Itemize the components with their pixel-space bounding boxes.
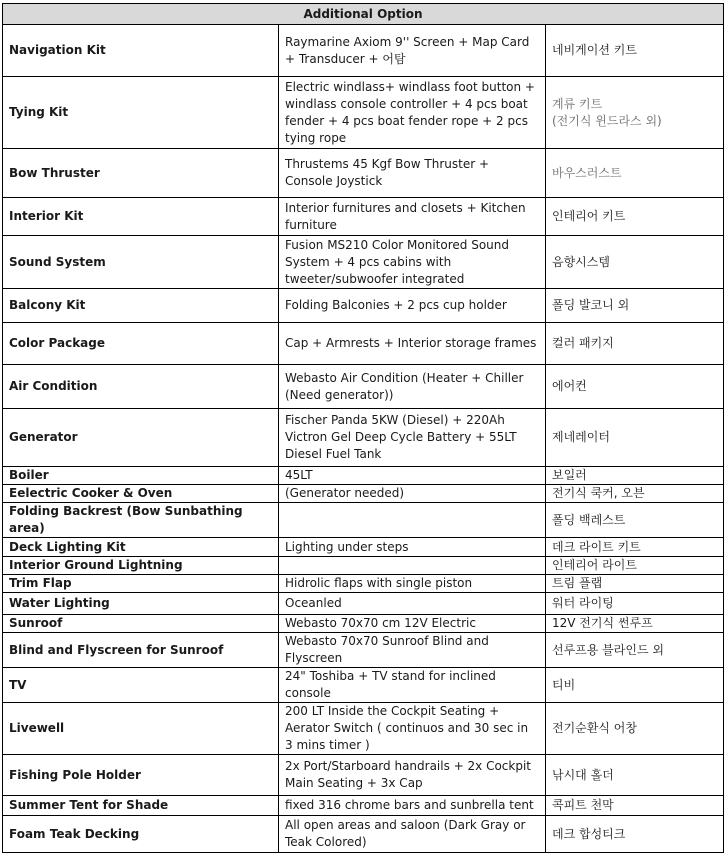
option-name: Sound System <box>3 236 279 289</box>
option-description: Oceanled <box>279 593 546 615</box>
option-name: Generator <box>3 409 279 467</box>
option-name: Livewell <box>3 703 279 755</box>
option-name: TV <box>3 668 279 703</box>
option-description: Thrustems 45 Kgf Bow Thruster + Console Joystick <box>279 149 546 198</box>
table-body <box>3 25 724 853</box>
table-row <box>3 816 724 853</box>
option-korean-name: 콕피트 천막 <box>546 796 724 816</box>
option-name: Summer Tent for Shade <box>3 796 279 816</box>
table-row <box>3 796 724 816</box>
option-name: Air Condition <box>3 365 279 409</box>
table-row <box>3 409 724 467</box>
table-row <box>3 289 724 323</box>
option-name: Tying Kit <box>3 77 279 149</box>
table-row <box>3 593 724 615</box>
option-korean-name: 폴딩 발코니 외 <box>546 289 724 323</box>
table-row <box>3 198 724 236</box>
table-row <box>3 615 724 633</box>
table-row <box>3 323 724 365</box>
option-description: Hidrolic flaps with single piston <box>279 575 546 593</box>
option-description: 200 LT Inside the Cockpit Seating + Aerator Switch ( continuos and 30 sec in 3 mins timer ) <box>279 703 546 755</box>
table-title: Additional Option <box>3 4 724 25</box>
option-description: Webasto Air Condition (Heater + Chiller (Need generator)) <box>279 365 546 409</box>
option-korean-name: 데크 합성티크 <box>546 816 724 853</box>
option-name: Deck Lighting Kit <box>3 538 279 557</box>
table-row <box>3 236 724 289</box>
option-description: fixed 316 chrome bars and sunbrella tent <box>279 796 546 816</box>
option-korean-name: 낚시대 홀더 <box>546 755 724 796</box>
option-description: Raymarine Axiom 9'' Screen + Map Card + Transducer + 어탐 <box>279 25 546 77</box>
option-name: Trim Flap <box>3 575 279 593</box>
option-description: 24" Toshiba + TV stand for inclined console <box>279 668 546 703</box>
option-korean-name: 컬러 패키지 <box>546 323 724 365</box>
option-name: Navigation Kit <box>3 25 279 77</box>
table-row <box>3 485 724 503</box>
option-description: Webasto 70x70 Sunroof Blind and Flyscreen <box>279 633 546 668</box>
table-row <box>3 149 724 198</box>
table-row <box>3 503 724 538</box>
table-row <box>3 467 724 485</box>
option-description: Electric windlass+ windlass foot button + windlass console controller + 4 pcs boat fender + 4 pcs boat fender rope + 2 pcs tying rope <box>279 77 546 149</box>
option-description: Cap + Armrests + Interior storage frames <box>279 323 546 365</box>
option-korean-name: 인테리어 키트 <box>546 198 724 236</box>
option-description <box>279 557 546 575</box>
option-description: All open areas and saloon (Dark Gray or Teak Colored) <box>279 816 546 853</box>
option-korean-name: 음향시스템 <box>546 236 724 289</box>
option-korean-name: 데크 라이트 키트 <box>546 538 724 557</box>
option-korean-name: 티비 <box>546 668 724 703</box>
option-description: 2x Port/Starboard handrails + 2x Cockpit Main Seating + 3x Cap <box>279 755 546 796</box>
option-description: Fischer Panda 5KW (Diesel) + 220Ah Victron Gel Deep Cycle Battery + 55LT Diesel Fuel Tank <box>279 409 546 467</box>
option-korean-name: 워터 라이팅 <box>546 593 724 615</box>
option-name: Balcony Kit <box>3 289 279 323</box>
table-row <box>3 575 724 593</box>
option-name: Water Lighting <box>3 593 279 615</box>
option-korean-name: 에어컨 <box>546 365 724 409</box>
additional-option-table <box>2 3 724 853</box>
option-name: Color Package <box>3 323 279 365</box>
table-row <box>3 668 724 703</box>
option-name: Boiler <box>3 467 279 485</box>
table-row <box>3 365 724 409</box>
option-korean-name: 계류 키트 (전기식 윈드라스 외) <box>546 77 724 149</box>
table-row <box>3 25 724 77</box>
option-name: Eelectric Cooker & Oven <box>3 485 279 503</box>
table-row <box>3 633 724 668</box>
option-korean-name: 바우스러스트 <box>546 149 724 198</box>
option-korean-name: 전기순환식 어창 <box>546 703 724 755</box>
option-name: Sunroof <box>3 615 279 633</box>
option-name: Interior Kit <box>3 198 279 236</box>
option-description: Interior furnitures and closets + Kitchen furniture <box>279 198 546 236</box>
table-row <box>3 77 724 149</box>
table-header-row <box>3 4 724 25</box>
option-korean-name: 전기식 쿡커, 오븐 <box>546 485 724 503</box>
option-description: Fusion MS210 Color Monitored Sound System + 4 pcs cabins with tweeter/subwoofer integrated <box>279 236 546 289</box>
table-row <box>3 557 724 575</box>
option-name: Blind and Flyscreen for Sunroof <box>3 633 279 668</box>
option-description: 45LT <box>279 467 546 485</box>
option-korean-name: 네비게이션 키트 <box>546 25 724 77</box>
option-korean-name: 제네레이터 <box>546 409 724 467</box>
option-description: (Generator needed) <box>279 485 546 503</box>
option-korean-name: 폴딩 백레스트 <box>546 503 724 538</box>
option-korean-name: 트림 플랩 <box>546 575 724 593</box>
option-description: Webasto 70x70 cm 12V Electric <box>279 615 546 633</box>
table-row <box>3 703 724 755</box>
option-name: Folding Backrest (Bow Sunbathing area) <box>3 503 279 538</box>
option-name: Foam Teak Decking <box>3 816 279 853</box>
option-korean-name: 선루프용 블라인드 외 <box>546 633 724 668</box>
option-name: Fishing Pole Holder <box>3 755 279 796</box>
option-korean-name: 인테리어 라이트 <box>546 557 724 575</box>
option-description <box>279 503 546 538</box>
option-korean-name: 12V 전기식 썬루프 <box>546 615 724 633</box>
option-name: Bow Thruster <box>3 149 279 198</box>
option-description: Lighting under steps <box>279 538 546 557</box>
table-row <box>3 755 724 796</box>
table-row <box>3 538 724 557</box>
option-name: Interior Ground Lightning <box>3 557 279 575</box>
option-korean-name: 보일러 <box>546 467 724 485</box>
option-description: Folding Balconies + 2 pcs cup holder <box>279 289 546 323</box>
